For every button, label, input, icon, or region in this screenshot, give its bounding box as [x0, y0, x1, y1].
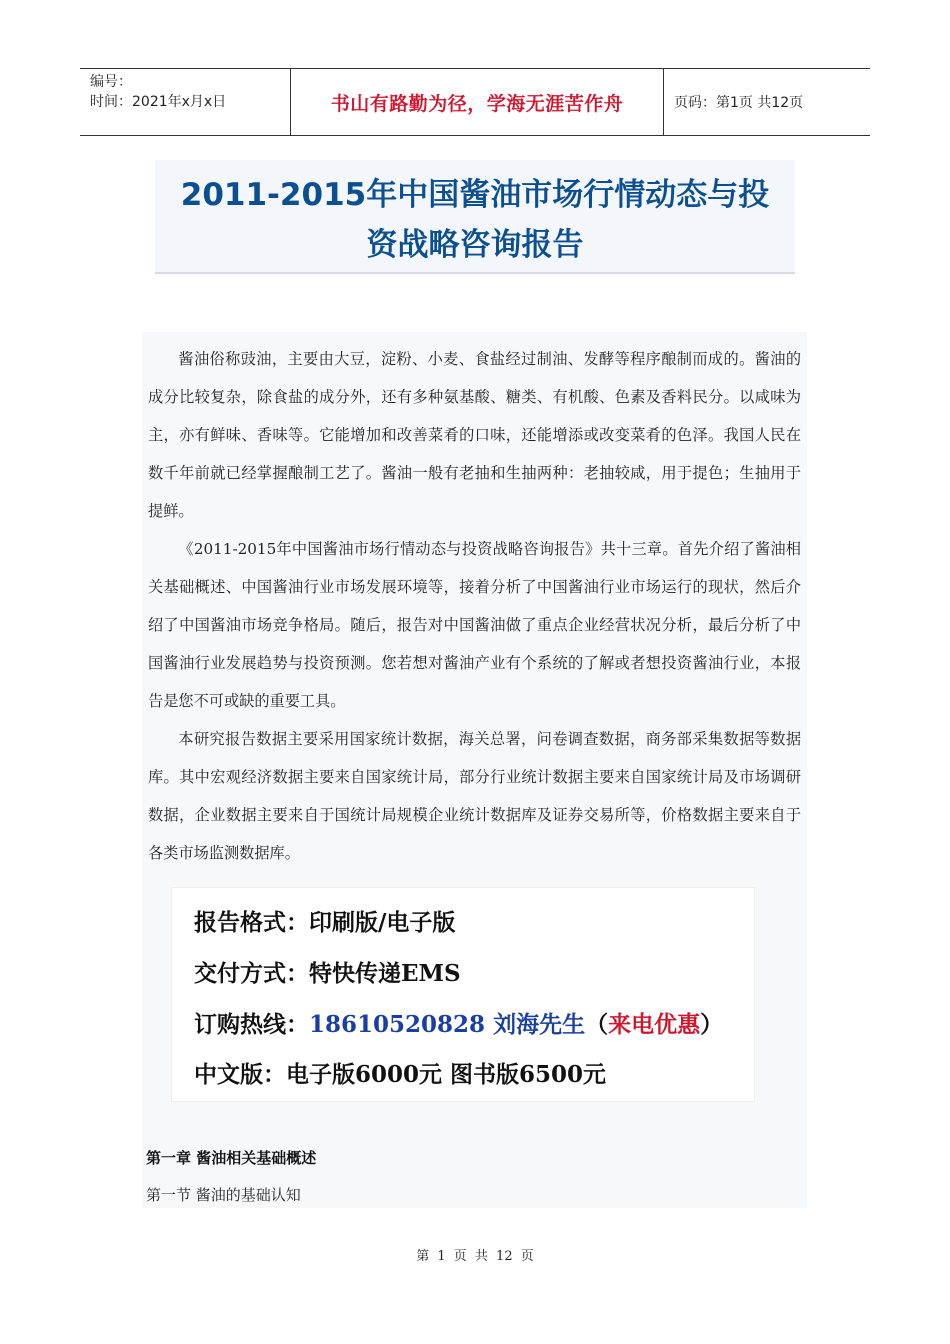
title-line-1: 2011-2015年中国酱油市场行情动态与投 — [180, 177, 770, 213]
report-summary-paragraph: 《2011-2015年中国酱油市场行情动态与投资战略咨询报告》共十三章。首先介绍了酱油相关基础概述、中国酱油行业市场发展环境等，接着分析了中国酱油行业市场运行的现状，然后介绍了中国酱油市场竞争格局。随后，报告对中国酱油做了重点企业经营状况分析，最后分析了中国酱油行业发展趋势与投资预测。您若想对酱油产业有个系统的了解或者想投资酱油行业，本报告是您不可或缺的重要工具。 — [148, 540, 801, 710]
document-number-label: 编号： — [90, 74, 132, 90]
chapter-heading: 第一章 酱油相关基础概述 — [146, 1149, 317, 1167]
hotline-line — [194, 1006, 723, 1039]
section-heading: 第一节 酱油的基础认知 — [146, 1186, 301, 1204]
page-header — [80, 68, 870, 136]
promo-open-paren: （ — [585, 1011, 609, 1038]
delivery-method-line: 交付方式：特快传递EMS — [194, 960, 461, 987]
price-line: 中文版：电子版6000元 图书版6500元 — [194, 1061, 607, 1088]
intro-paragraph: 酱油俗称豉油，主要由大豆，淀粉、小麦、食盐经过制油、发酵等程序酿制而成的。酱油的成分比较复杂，除食盐的成分外，还有多种氨基酸、糖类、有机酸、色素及香料民分。以咸味为主，亦有鲜味、香味等。它能增加和改善菜肴的口味，还能增添或改变菜肴的色泽。我国人民在数千年前就已经掌握酿制工艺了。酱油一般有老抽和生抽两种：老抽较咸，用于提色；生抽用于提鲜。 — [148, 350, 801, 520]
document-title — [155, 170, 795, 270]
title-line-2: 资战略咨询报告 — [366, 227, 584, 263]
report-format-line: 报告格式：印刷版/电子版 — [194, 909, 456, 936]
contact-name: 刘海先生 — [493, 1011, 586, 1038]
hotline-label: 订购热线： — [194, 1011, 309, 1038]
data-sources-paragraph: 本研究报告数据主要采用国家统计数据，海关总署，问卷调查数据，商务部采集数据等数据库。其中宏观经济数据主要来自国家统计局，部分行业统计数据主要来自国家统计局及市场调研数据，企业数据主要来自于国统计局规模企业统计数据库及证券交易所等，价格数据主要来自于各类市场监测数据库。 — [148, 730, 801, 862]
page-footer: 第 1 页 共 12 页 — [416, 1249, 534, 1264]
report-body — [142, 332, 807, 1208]
order-info-box — [172, 888, 754, 1101]
promo-close-paren: ） — [700, 1011, 724, 1038]
document-time-label: 时间：2021年x月x日 — [90, 94, 227, 110]
title-banner — [155, 160, 795, 274]
promo-text: 来电优惠 — [608, 1011, 701, 1038]
header-page-count: 页码：第1页 共12页 — [674, 95, 804, 111]
header-motto: 书山有路勤为径，学海无涯苦作舟 — [290, 69, 664, 135]
header-meta — [80, 69, 290, 135]
hotline-number: 18610520828 — [309, 1011, 486, 1038]
